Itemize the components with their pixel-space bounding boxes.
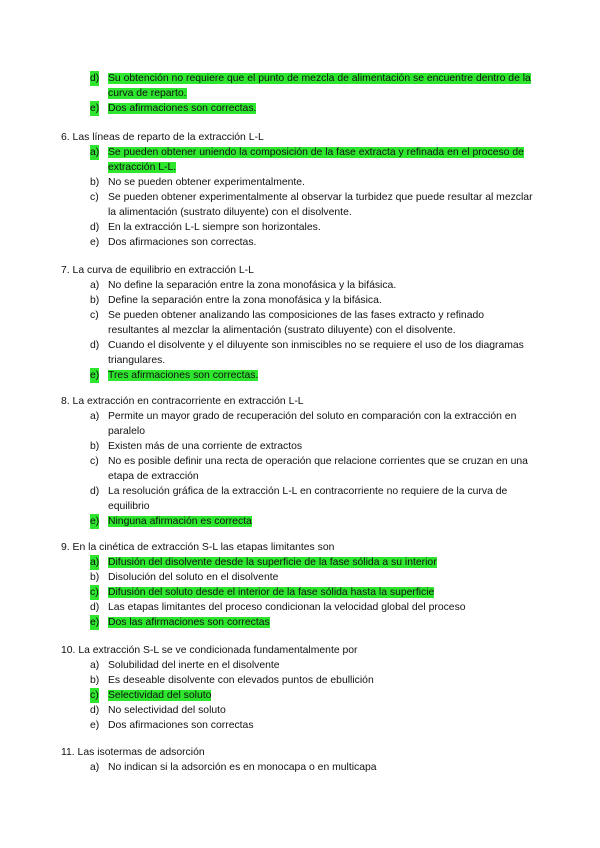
question-7 bbox=[61, 263, 533, 383]
option-letter: e) bbox=[90, 370, 100, 381]
option-text: Existen más de una corriente de extractos bbox=[108, 441, 303, 452]
option-letter: d) bbox=[90, 73, 100, 84]
option-text: La resolución gráfica de la extracción L-L en contracorriente no requiere de la curva de equilibrio bbox=[108, 486, 508, 512]
question-title: 7. La curva de equilibrio en extracción L-L bbox=[61, 265, 254, 276]
option-text: Tres afirmaciones son correctas. bbox=[108, 370, 259, 381]
option-letter: b) bbox=[90, 441, 100, 452]
option-text: No selectividad del soluto bbox=[108, 705, 226, 716]
option-text: Permite un mayor grado de recuperación del soluto en comparación con la extracción en paralelo bbox=[108, 411, 517, 437]
option-letter: a) bbox=[90, 411, 100, 422]
option-a bbox=[73, 555, 533, 570]
question-continued bbox=[73, 71, 533, 116]
option-letter: d) bbox=[90, 602, 100, 613]
option-text: Dos las afirmaciones son correctas bbox=[108, 617, 270, 628]
option-text: Cuando el disolvente y el diluyente son inmiscibles no se requiere el uso de los diagramas triangulares. bbox=[108, 340, 524, 366]
option-a bbox=[73, 278, 533, 293]
option-d bbox=[73, 600, 533, 615]
option-text: Dos afirmaciones son correctas bbox=[108, 720, 254, 731]
question-9 bbox=[61, 540, 533, 630]
option-letter: e) bbox=[90, 516, 100, 527]
question-title: 8. La extracción en contracorriente en extracción L-L bbox=[61, 396, 304, 407]
option-b bbox=[73, 175, 533, 190]
option-letter: a) bbox=[90, 147, 100, 158]
question-11 bbox=[61, 745, 533, 775]
option-letter: a) bbox=[90, 280, 100, 291]
option-letter: b) bbox=[90, 295, 100, 306]
option-text: Selectividad del soluto bbox=[108, 690, 212, 701]
option-text: Las etapas limitantes del proceso condicionan la velocidad global del proceso bbox=[108, 602, 466, 613]
option-text: Difusión del soluto desde el interior de la fase sólida hasta la superficie bbox=[108, 587, 435, 598]
option-e bbox=[73, 514, 533, 529]
option-letter: b) bbox=[90, 572, 100, 583]
option-text: Es deseable disolvente con elevados puntos de ebullición bbox=[108, 675, 374, 686]
option-letter: a) bbox=[90, 660, 100, 671]
question-title: 6. Las líneas de reparto de la extracción L-L bbox=[61, 132, 264, 143]
option-text: Se pueden obtener uniendo la composición de la fase extracta y refinada en el proceso de extracción L-L. bbox=[108, 147, 524, 173]
option-c bbox=[73, 308, 533, 338]
question-title: 11. Las isotermas de adsorción bbox=[61, 747, 205, 758]
option-d bbox=[73, 338, 533, 368]
option-letter: d) bbox=[90, 486, 100, 497]
option-text: Dos afirmaciones son correctas. bbox=[108, 103, 257, 114]
question-10 bbox=[61, 643, 533, 733]
option-letter: b) bbox=[90, 177, 100, 188]
option-b bbox=[73, 570, 533, 585]
option-text: Su obtención no requiere que el punto de mezcla de alimentación se encuentre dentro de la curva de reparto. bbox=[108, 73, 531, 99]
question-8 bbox=[61, 394, 533, 529]
option-e bbox=[73, 718, 533, 733]
option-text: Se pueden obtener experimentalmente al observar la turbidez que puede resultar al mezclar la alimentación (sustrato diluyente) con el disolvente. bbox=[108, 192, 533, 218]
option-e bbox=[73, 235, 533, 250]
option-a bbox=[73, 145, 533, 175]
option-letter: d) bbox=[90, 705, 100, 716]
option-letter: b) bbox=[90, 675, 100, 686]
option-text: Se pueden obtener analizando las composiciones de las fases extracto y refinado resultantes al mezclar la alimentación (sustrato diluyente) con el disolvente. bbox=[108, 310, 485, 336]
option-c bbox=[73, 190, 533, 220]
option-e bbox=[73, 368, 533, 383]
option-a bbox=[73, 760, 533, 775]
option-text: Solubilidad del inerte en el disolvente bbox=[108, 660, 280, 671]
option-letter: c) bbox=[90, 192, 99, 203]
option-e bbox=[73, 615, 533, 630]
option-letter: d) bbox=[90, 222, 100, 233]
option-text: No define la separación entre la zona monofásica y la bifásica. bbox=[108, 280, 397, 291]
option-e bbox=[73, 101, 533, 116]
option-c bbox=[73, 454, 533, 484]
option-letter: c) bbox=[90, 587, 99, 598]
option-b bbox=[73, 293, 533, 308]
option-letter: a) bbox=[90, 762, 100, 773]
option-c bbox=[73, 688, 533, 703]
option-d bbox=[73, 71, 533, 101]
option-b bbox=[73, 439, 533, 454]
option-text: No es posible definir una recta de operación que relacione corrientes que se cruzan en una etapa de extracción bbox=[108, 456, 528, 482]
option-text: Disolución del soluto en el disolvente bbox=[108, 572, 279, 583]
option-letter: d) bbox=[90, 340, 100, 351]
option-text: Ninguna afirmación es correcta bbox=[108, 516, 252, 527]
option-letter: a) bbox=[90, 557, 100, 568]
option-d bbox=[73, 220, 533, 235]
option-b bbox=[73, 673, 533, 688]
option-text: En la extracción L-L siempre son horizontales. bbox=[108, 222, 321, 233]
option-a bbox=[73, 409, 533, 439]
option-text: Difusión del disolvente desde la superficie de la fase sólida a su interior bbox=[108, 557, 437, 568]
option-d bbox=[73, 703, 533, 718]
option-letter: c) bbox=[90, 456, 99, 467]
option-text: Dos afirmaciones son correctas. bbox=[108, 237, 257, 248]
option-letter: e) bbox=[90, 103, 100, 114]
question-title: 9. En la cinética de extracción S-L las etapas limitantes son bbox=[61, 542, 335, 553]
option-letter: e) bbox=[90, 617, 100, 628]
option-text: No se pueden obtener experimentalmente. bbox=[108, 177, 305, 188]
option-letter: e) bbox=[90, 237, 100, 248]
option-d bbox=[73, 484, 533, 514]
question-6 bbox=[61, 130, 533, 250]
option-a bbox=[73, 658, 533, 673]
option-text: No indican si la adsorción es en monocapa o en multicapa bbox=[108, 762, 377, 773]
option-c bbox=[73, 585, 533, 600]
question-title: 10. La extracción S-L se ve condicionada fundamentalmente por bbox=[61, 645, 358, 656]
option-letter: c) bbox=[90, 690, 99, 701]
option-text: Define la separación entre la zona monofásica y la bifásica. bbox=[108, 295, 382, 306]
option-letter: e) bbox=[90, 720, 100, 731]
option-letter: c) bbox=[90, 310, 99, 321]
